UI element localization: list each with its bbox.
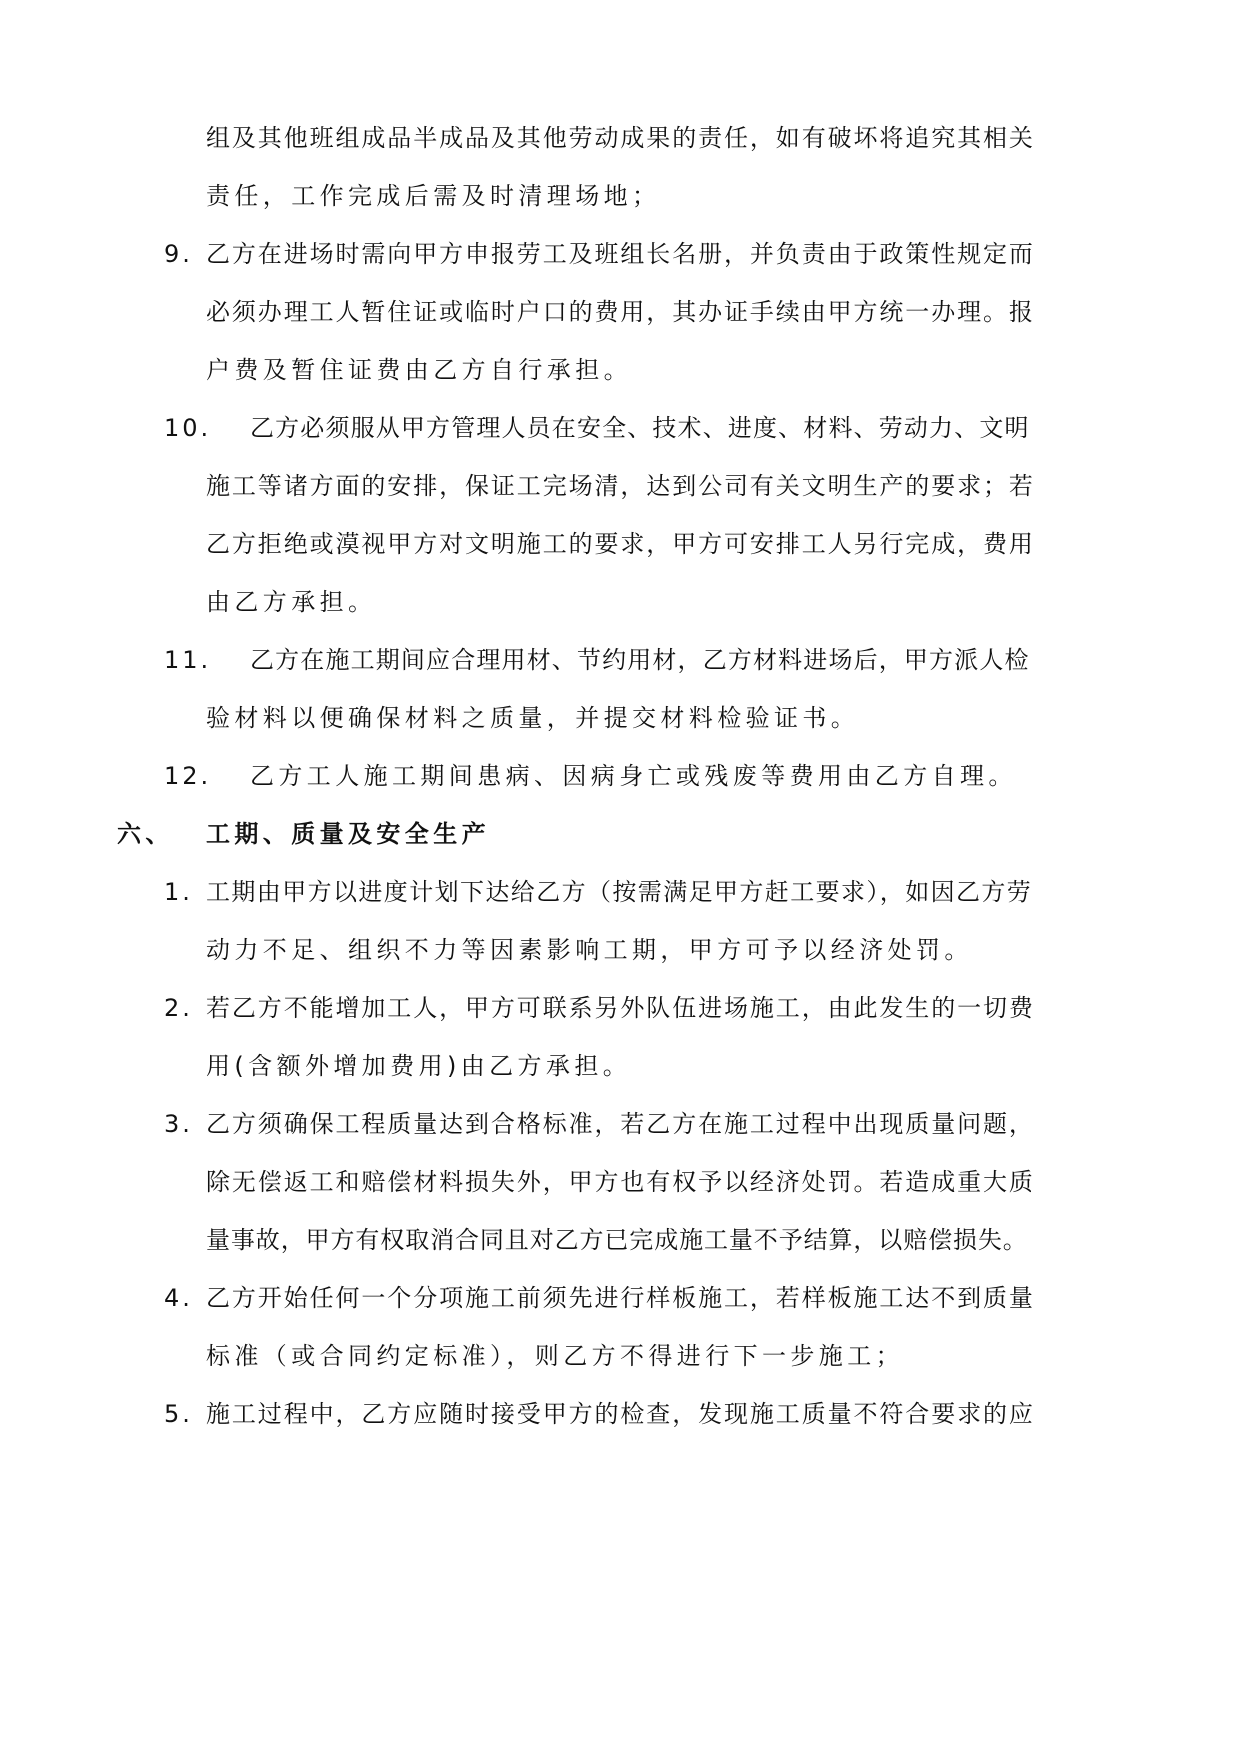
item-11-line-1: 乙方在施工期间应合理用材、节约用材，乙方材料进场后，甲方派人检	[250, 646, 1030, 674]
item-11-number: 11.	[164, 646, 212, 674]
section-item-1-line-2: 动力不足、组织不力等因素影响工期，甲方可予以经济处罚。	[206, 936, 973, 964]
item-12-number: 12.	[164, 762, 212, 790]
item-10-number: 10.	[164, 414, 212, 442]
section-item-4-line-1: 乙方开始任何一个分项施工前须先进行样板施工，若样板施工达不到质量	[206, 1284, 1035, 1312]
item-12-line-1: 乙方工人施工期间患病、因病身亡或残废等费用由乙方自理。	[250, 762, 1017, 790]
section-item-3-line-3: 量事故，甲方有权取消合同且对乙方已完成施工量不予结算，以赔偿损失。	[206, 1226, 1028, 1254]
section-item-2-line-2: 用(含额外增加费用)由乙方承担。	[206, 1052, 632, 1080]
section-item-3-line-1: 乙方须确保工程质量达到合格标准，若乙方在施工过程中出现质量问题，	[206, 1110, 1035, 1138]
section-item-1-number: 1.	[164, 878, 193, 906]
section-item-3-line-2: 除无偿返工和赔偿材料损失外，甲方也有权予以经济处罚。若造成重大质	[206, 1168, 1035, 1196]
section-item-4-line-2: 标准（或合同约定标准），则乙方不得进行下一步施工；	[206, 1342, 904, 1370]
item-10-line-2: 施工等诸方面的安排，保证工完场清，达到公司有关文明生产的要求；若	[206, 472, 1035, 500]
item-8-line-2: 责任，工作完成后需及时清理场地；	[206, 182, 661, 210]
item-10-line-4: 由乙方承担。	[206, 588, 377, 616]
section-item-4-number: 4.	[164, 1284, 193, 1312]
section-title: 工期、质量及安全生产	[206, 820, 490, 848]
item-9-line-2: 必须办理工人暂住证或临时户口的费用，其办证手续由甲方统一办理。报	[206, 298, 1035, 326]
item-10-line-3: 乙方拒绝或漠视甲方对文明施工的要求，甲方可安排工人另行完成，费用	[206, 530, 1035, 558]
section-item-1-line-1: 工期由甲方以进度计划下达给乙方（按需满足甲方赶工要求），如因乙方劳	[206, 878, 1033, 906]
item-10-line-1: 乙方必须服从甲方管理人员在安全、技术、进度、材料、劳动力、文明	[250, 414, 1030, 442]
section-item-2-line-1: 若乙方不能增加工人，甲方可联系另外队伍进场施工，由此发生的一切费	[206, 994, 1035, 1022]
section-item-5-number: 5.	[164, 1400, 193, 1428]
section-item-5-line-1: 施工过程中，乙方应随时接受甲方的检查，发现施工质量不符合要求的应	[206, 1400, 1035, 1428]
item-11-line-2: 验材料以便确保材料之质量，并提交材料检验证书。	[206, 704, 860, 732]
section-item-3-number: 3.	[164, 1110, 193, 1138]
item-9-line-1: 乙方在进场时需向甲方申报劳工及班组长名册，并负责由于政策性规定而	[206, 240, 1035, 268]
section-number: 六、	[117, 820, 174, 848]
item-9-number: 9.	[164, 240, 193, 268]
item-9-line-3: 户费及暂住证费由乙方自行承担。	[206, 356, 632, 384]
section-item-2-number: 2.	[164, 994, 193, 1022]
item-8-line-1: 组及其他班组成品半成品及其他劳动成果的责任，如有破坏将追究其相关	[206, 124, 1035, 152]
